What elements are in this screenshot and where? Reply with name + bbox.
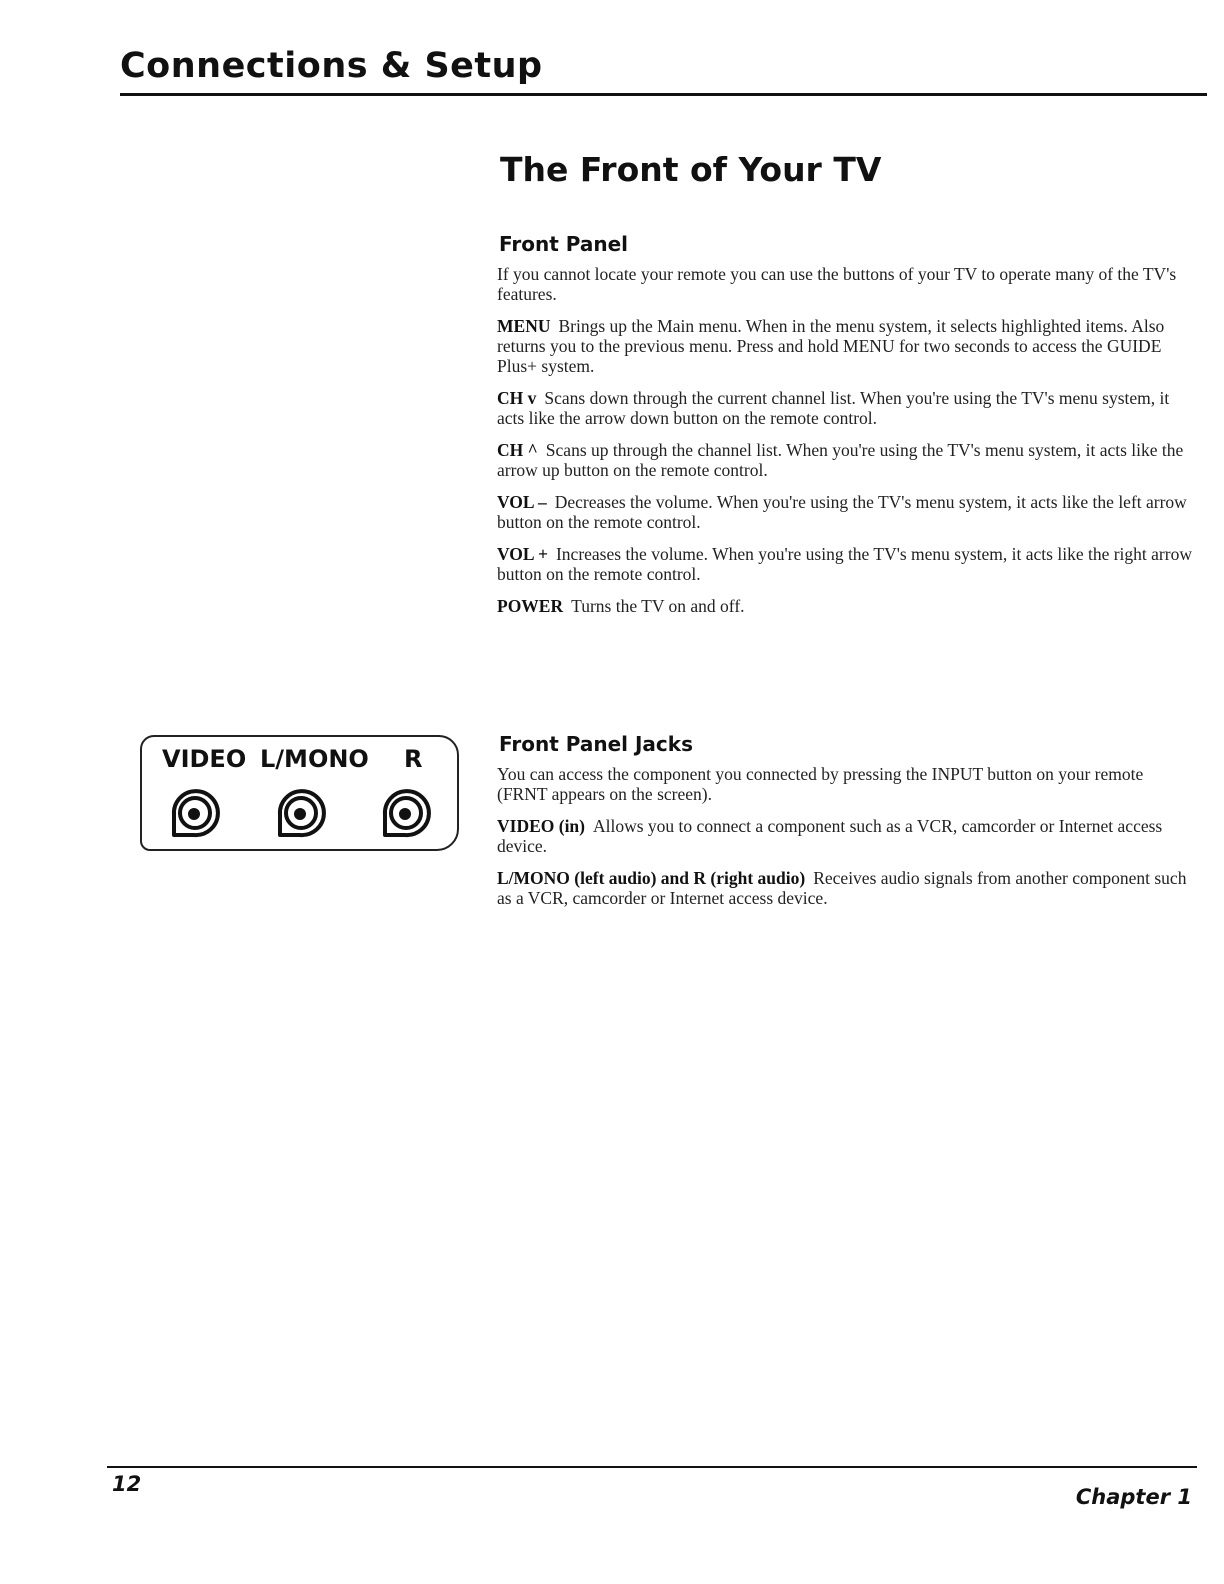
front-panel-heading: Front Panel — [499, 232, 629, 256]
audio-jacks-term: L/MONO (left audio) and R (right audio) — [497, 868, 806, 888]
front-panel-jacks-heading: Front Panel Jacks — [499, 732, 693, 756]
lmono-jack-icon — [270, 775, 332, 839]
front-panel-jacks-section — [497, 732, 1197, 920]
front-panel-section — [497, 232, 1197, 628]
page-number: 12 — [112, 1472, 142, 1496]
power-text: Turns the TV on and off. — [571, 596, 745, 616]
power-description — [497, 596, 1197, 616]
video-jack-icon — [164, 775, 226, 839]
vol-up-description — [497, 544, 1197, 584]
menu-term: MENU — [497, 316, 551, 336]
ch-up-term: CH ^ — [497, 440, 538, 460]
audio-jacks-description — [497, 868, 1197, 908]
vol-down-description — [497, 492, 1197, 532]
chapter-label: Chapter 1 — [1075, 1485, 1192, 1509]
section-header: Connections & Setup — [120, 46, 543, 86]
r-jack-icon — [375, 775, 437, 839]
page-title: The Front of Your TV — [500, 150, 882, 189]
ch-down-text: Scans down through the current channel list. When you're using the TV's menu system, it acts like the arrow down button on the remote control. — [497, 388, 1170, 428]
menu-text: Brings up the Main menu. When in the menu system, it selects highlighted items. Also returns you to the previous menu. Press and hold MENU for two seconds to access the GUIDE Plus+ system. — [497, 316, 1165, 376]
front-panel-jacks-intro: You can access the component you connected by pressing the INPUT button on your remote (FRNT appears on the screen). — [497, 764, 1144, 804]
header-divider — [120, 93, 1207, 96]
jack-panel-illustration — [140, 735, 459, 851]
ch-up-description — [497, 440, 1197, 480]
video-in-description — [497, 816, 1197, 856]
ch-down-term: CH v — [497, 388, 537, 408]
audio-jacks-text: Receives audio signals from another component such as a VCR, camcorder or Internet access device. — [497, 868, 1187, 908]
vol-down-term: VOL – — [497, 492, 547, 512]
r-jack-label: R — [404, 745, 423, 773]
jack-labels — [142, 745, 457, 775]
video-jack-label: VIDEO — [162, 745, 247, 773]
ch-down-description — [497, 388, 1197, 428]
power-term: POWER — [497, 596, 564, 616]
video-in-text: Allows you to connect a component such as a VCR, camcorder or Internet access device. — [497, 816, 1163, 856]
front-panel-intro: If you cannot locate your remote you can use the buttons of your TV to operate many of the TV's features. — [497, 264, 1177, 304]
vol-up-term: VOL + — [497, 544, 548, 564]
vol-up-text: Increases the volume. When you're using the TV's menu system, it acts like the right arrow button on the remote control. — [497, 544, 1192, 584]
lmono-jack-label: L/MONO — [260, 745, 369, 773]
video-in-term: VIDEO (in) — [497, 816, 585, 836]
footer-divider — [107, 1466, 1197, 1468]
ch-up-text: Scans up through the channel list. When you're using the TV's menu system, it acts like the arrow up button on the remote control. — [497, 440, 1184, 480]
menu-description — [497, 316, 1197, 376]
vol-down-text: Decreases the volume. When you're using the TV's menu system, it acts like the left arrow button on the remote control. — [497, 492, 1187, 532]
